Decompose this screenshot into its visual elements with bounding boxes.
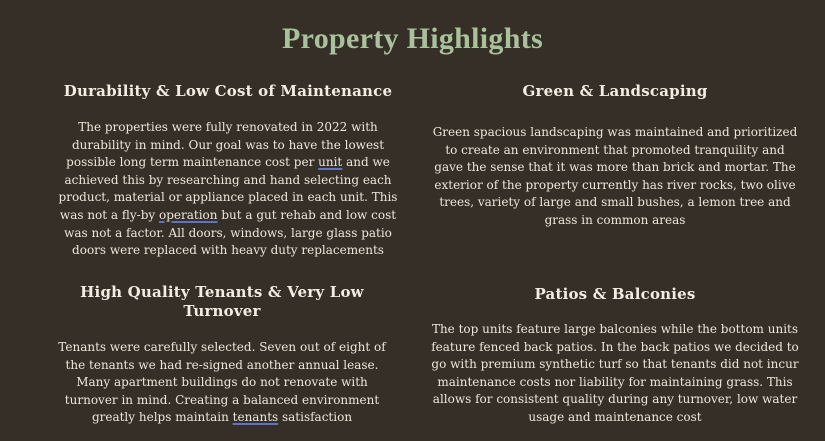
section-green-landscaping [432,80,798,230]
body-text: and we achieved this by researching and hand selecting each product, material or appliance placed in each unit. This was not a fly-by [58,155,398,222]
section-body [50,119,406,260]
body-text: but a gut rehab and low cost was not a factor. All doors, windows, large glass patio doors were replaced with heavy duty replacements [64,207,397,258]
section-patios-balconies [428,283,802,427]
section-heading: Durability & Low Cost of Maintenance [63,82,393,100]
body-text: Tenants were carefully selected. Seven out of eight of the tenants we had re-signed another annual lease. Many apartment buildings do not renovate with turnover in mind. Creating a balanced environment greatly helps maintain [58,340,386,425]
section-heading: Patios & Balconies [534,285,696,303]
section-heading: High Quality Tenants & Very Low Turnover [80,283,364,320]
spellcheck-word[interactable]: unit [318,155,343,170]
section-heading: Green & Landscaping [522,82,708,100]
body-text: The top units feature large balconies while the bottom units feature fenced back patios. In the back patios we decided to go with premium synthetic turf so that tenants did not incur maintenance costs nor liability for maintaining grass. This allows for consistent quality during any turnover, low water usage and maintenance cost [431,322,799,424]
spellcheck-word[interactable]: tenants [232,410,279,425]
body-text: Green spacious landscaping was maintained and prioritized to create an environment that promoted tranquility and gave the sense that it was more than brick and mortar. The exterior of the property currently has river rocks, two olive trees, variety of large and small bushes, a lemon tree and grass in common areas [432,125,798,227]
spellcheck-word[interactable]: operation [159,207,218,222]
body-text: The properties were fully renovated in 2022 with durability in mind. Our goal was to have the lowest possible long term maintenance cost per [66,120,385,170]
section-body [48,339,396,427]
section-tenants-turnover [48,283,396,427]
section-body [432,124,798,230]
body-text: satisfaction [278,410,353,425]
section-body [428,321,802,427]
page-title: Property Highlights [282,22,543,55]
section-durability [50,80,406,260]
